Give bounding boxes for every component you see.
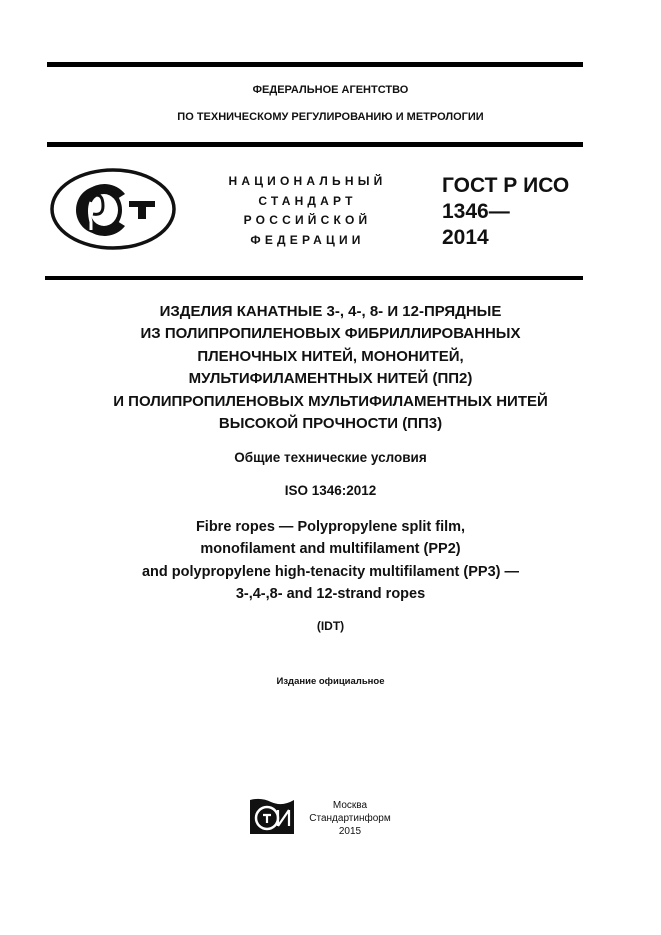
publisher-info <box>300 799 400 838</box>
publisher-name: Стандартинформ <box>309 813 391 824</box>
national-line: РОССИЙСКОЙ <box>243 213 372 227</box>
national-line: СТАНДАРТ <box>258 193 357 208</box>
national-line: НАЦИОНАЛЬНЫЙ <box>228 174 387 188</box>
title-ru <box>0 301 661 435</box>
title-ru-line: И ПОЛИПРОПИЛЕНОВЫХ МУЛЬТИФИЛАМЕНТНЫХ НИТЕЙ <box>113 392 548 410</box>
standard-designation <box>442 173 569 251</box>
publisher-year: 2015 <box>338 826 362 837</box>
title-ru-line: МУЛЬТИФИЛАМЕНТНЫХ НИТЕЙ (ПП2) <box>188 370 473 388</box>
title-en-line: 3-,4-,8- and 12-strand ropes <box>235 586 426 603</box>
title-ru-line: ВЫСОКОЙ ПРОЧНОСТИ (ПП3) <box>218 415 443 433</box>
equivalence-label: (IDT) <box>316 619 345 633</box>
title-ru-line: ИЗ ПОЛИПРОПИЛЕНОВЫХ ФИБРИЛЛИРОВАННЫХ <box>140 325 521 343</box>
title-en-line: monofilament and multifilament (PP2) <box>200 541 461 558</box>
middle-rule <box>47 142 583 147</box>
title-en <box>0 516 661 606</box>
title-ru-line: ПЛЕНОЧНЫХ НИТЕЙ, МОНОНИТЕЙ, <box>197 347 464 365</box>
designation-line: 1346— <box>442 200 510 223</box>
national-line: ФЕДЕРАЦИИ <box>250 232 365 247</box>
title-en-line: and polypropylene high-tenacity multifilament (PP3) — <box>141 563 520 580</box>
national-standard-label <box>205 172 410 250</box>
edition-label: Издание официальное <box>276 676 385 687</box>
agency-line-1: ФЕДЕРАЛЬНОЕ АГЕНТСТВО <box>252 84 409 96</box>
top-rule <box>47 62 583 67</box>
title-ru-line: ИЗДЕЛИЯ КАНАТНЫЕ 3-, 4-, 8- И 12-ПРЯДНЫЕ <box>159 303 502 320</box>
designation-line: ГОСТ Р ИСО <box>442 174 570 197</box>
gost-r-logo-icon <box>49 166 177 252</box>
publisher-city: Москва <box>332 800 368 811</box>
title-en-line: Fibre ropes — Polypropylene split film, <box>195 519 466 535</box>
designation-line: 2014 <box>442 226 489 249</box>
bottom-rule <box>45 276 583 280</box>
standartinform-logo-icon <box>249 798 295 835</box>
iso-reference: ISO 1346:2012 <box>284 483 377 498</box>
subtitle: Общие технические условия <box>234 450 427 465</box>
agency-line-2: ПО ТЕХНИЧЕСКОМУ РЕГУЛИРОВАНИЮ И МЕТРОЛОГИИ <box>177 111 484 123</box>
